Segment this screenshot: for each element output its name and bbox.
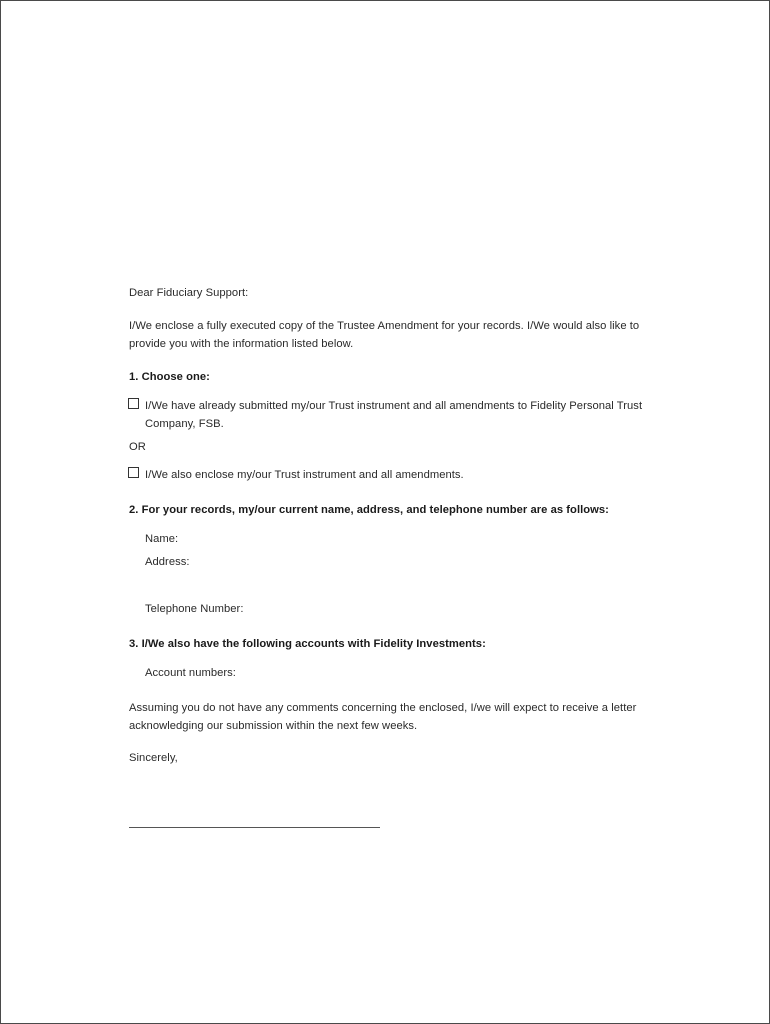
name-label: Name: [145, 533, 179, 545]
telephone-label: Telephone Number: [145, 603, 244, 615]
address-label: Address: [145, 556, 190, 568]
account-numbers-label: Account numbers: [145, 667, 236, 679]
option-2-checkbox[interactable] [128, 467, 139, 478]
closing-line-2: acknowledging our submission within the next few weeks. [129, 720, 418, 732]
closing-line-1: Assuming you do not have any comments concerning the enclosed, I/we will expect to receive a letter [129, 702, 637, 714]
option-1-label-line-2: Company, FSB. [145, 418, 224, 430]
intro-line-1: I/We enclose a fully executed copy of the Trustee Amendment for your records. I/We would also like to [129, 320, 640, 332]
section-3-heading: 3. I/We also have the following accounts with Fidelity Investments: [129, 638, 486, 650]
option-2-label: I/We also enclose my/our Trust instrument and all amendments. [145, 469, 464, 481]
salutation: Dear Fiduciary Support: [129, 287, 249, 299]
option-1-checkbox[interactable] [128, 398, 139, 409]
intro-line-2: provide you with the information listed below. [129, 338, 354, 350]
option-1-label-line-1: I/We have already submitted my/our Trust instrument and all amendments to Fidelity Personal Trust [145, 400, 643, 412]
section-2-heading: 2. For your records, my/our current name, address, and telephone number are as follows: [129, 504, 609, 516]
or-separator: OR [129, 441, 146, 453]
signature-line [129, 827, 380, 828]
section-1-heading: 1. Choose one: [129, 371, 210, 383]
signoff: Sincerely, [129, 752, 178, 764]
